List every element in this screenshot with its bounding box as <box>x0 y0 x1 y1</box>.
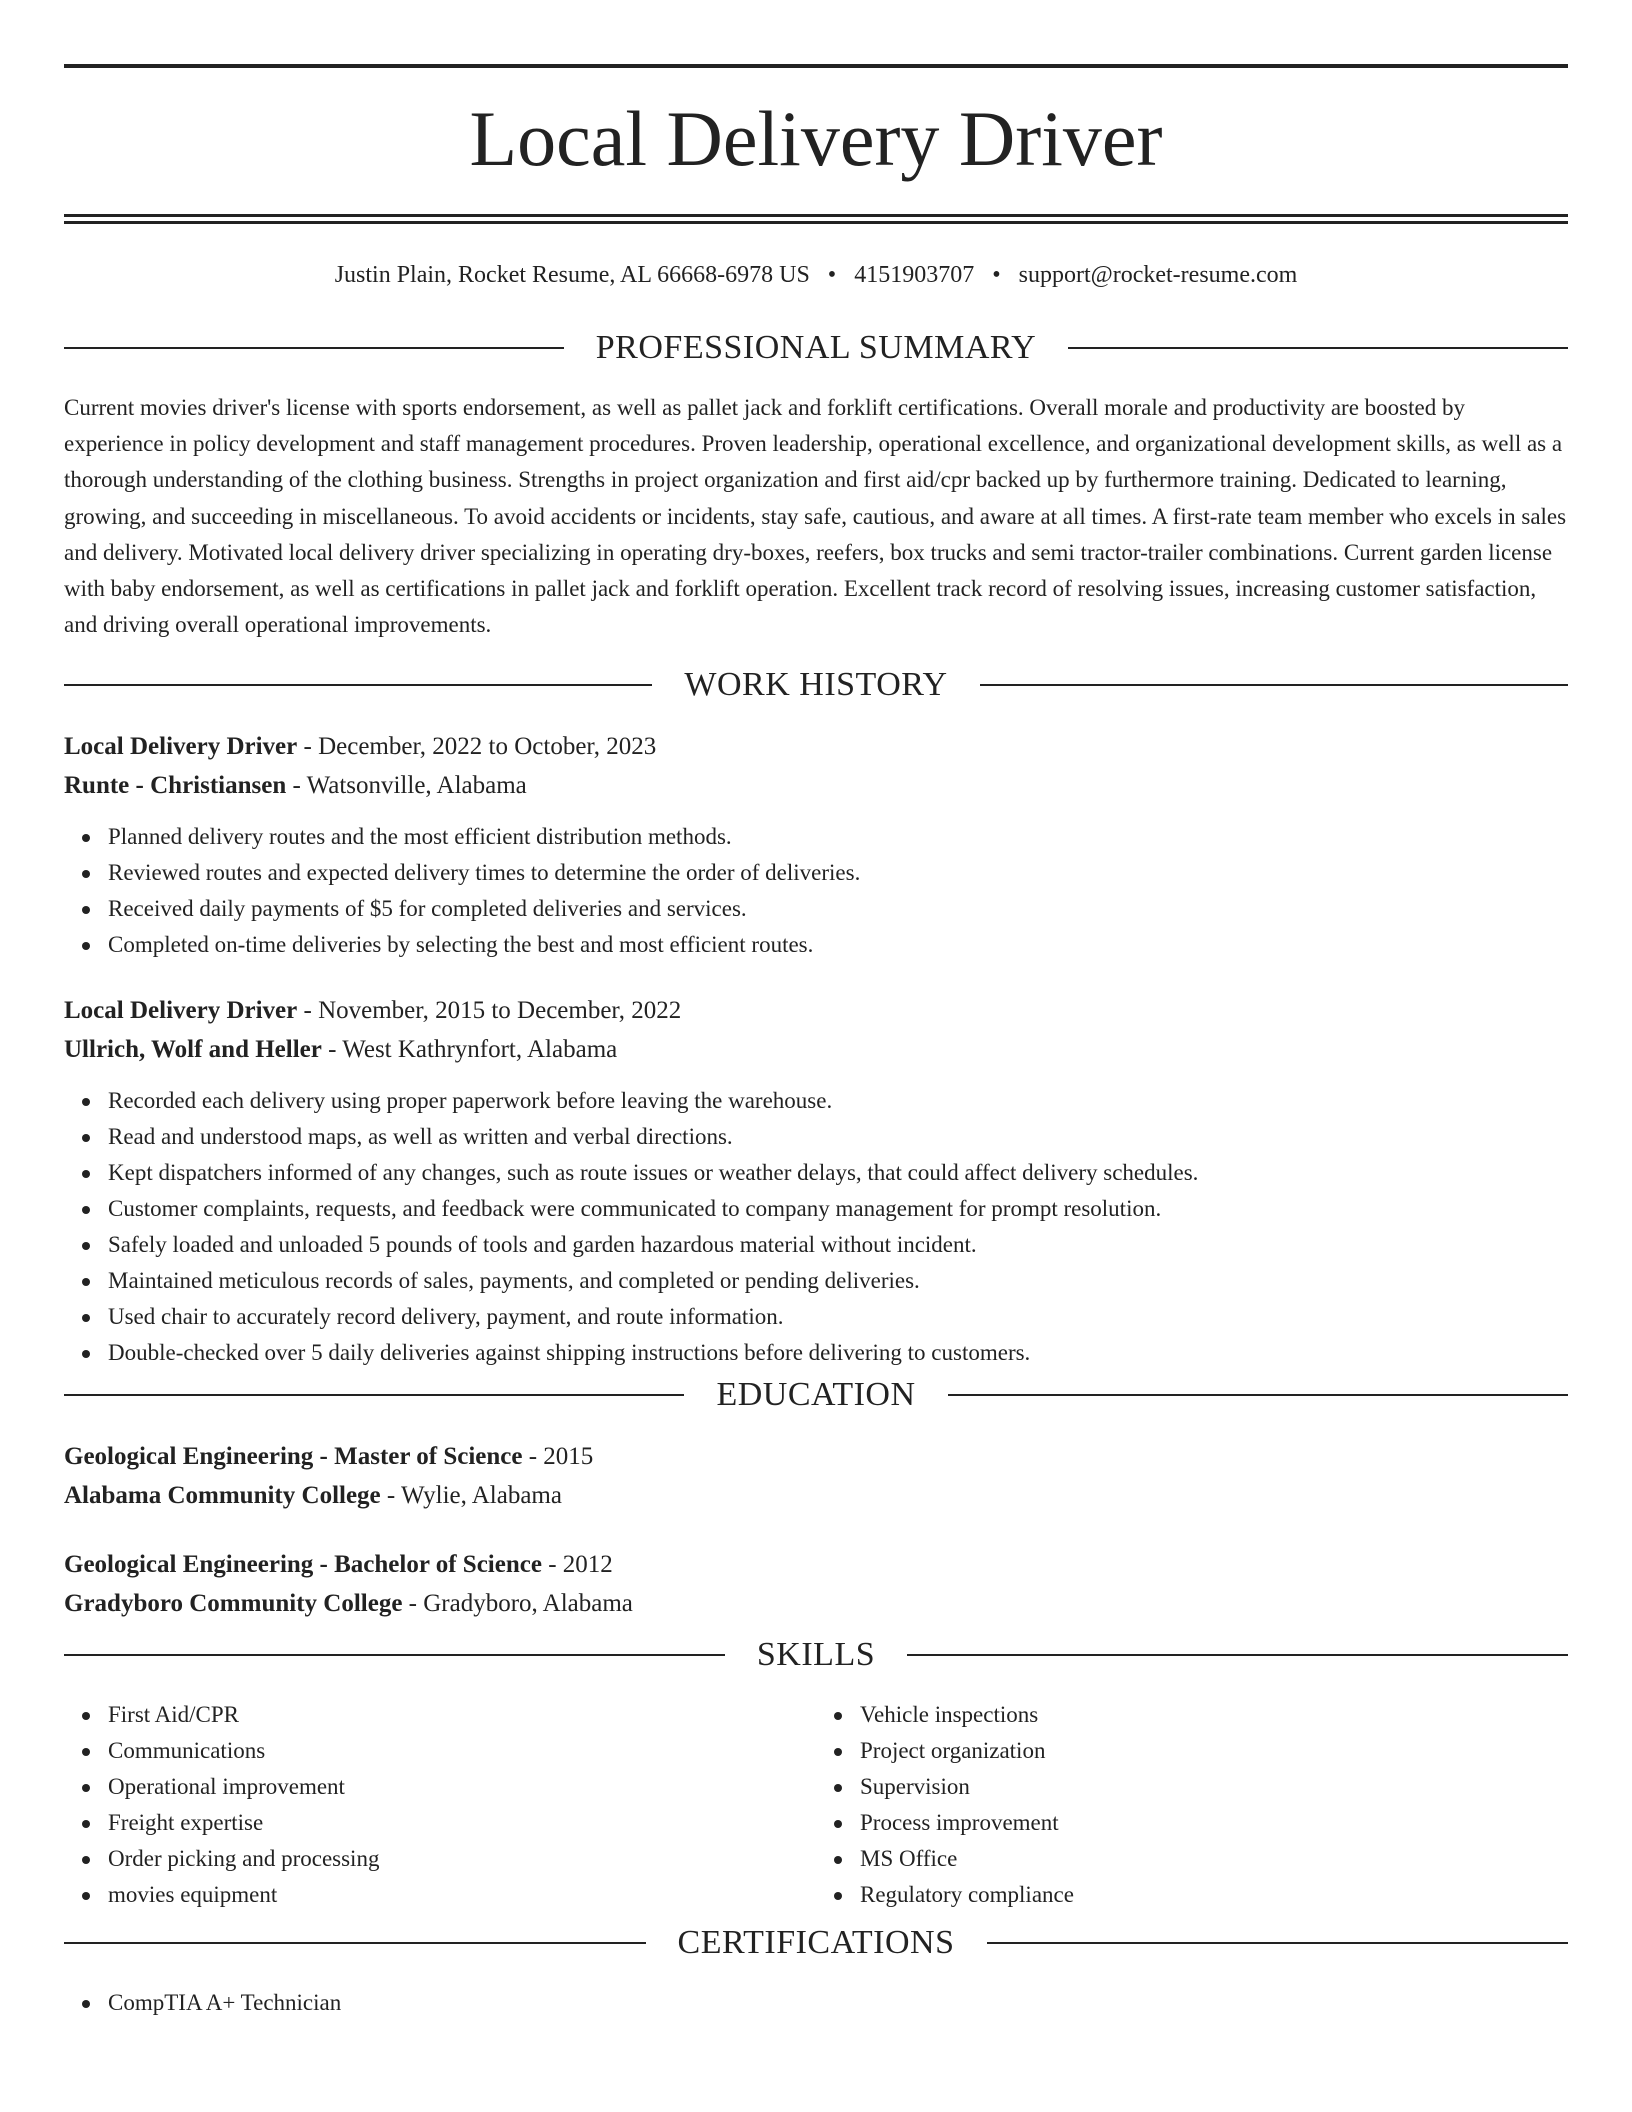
section-rule <box>987 1942 1569 1944</box>
list-item: Received daily payments of $5 for completed deliveries and services. <box>108 891 1568 927</box>
list-item: Reviewed routes and expected delivery times to determine the order of deliveries. <box>108 855 1568 891</box>
degree-year: - 2012 <box>541 1551 613 1579</box>
list-item: Communications <box>108 1733 816 1769</box>
section-title: PROFESSIONAL SUMMARY <box>595 329 1037 366</box>
list-item: First Aid/CPR <box>108 1697 816 1733</box>
job-company-line <box>64 1030 1568 1069</box>
list-item: CompTIA A+ Technician <box>108 1985 1568 2021</box>
section-header-skills <box>64 1635 1568 1675</box>
contact-phone: 4151903707 <box>854 262 975 288</box>
list-item: Regulatory compliance <box>860 1877 1568 1913</box>
section-header-certifications <box>64 1923 1568 1963</box>
list-item: Completed on-time deliveries by selecting the best and most efficient routes. <box>108 927 1568 963</box>
list-item: Supervision <box>860 1769 1568 1805</box>
degree: Geological Engineering - Bachelor of Science <box>64 1551 542 1579</box>
school-location: - Wylie, Alabama <box>380 1482 562 1510</box>
list-item: Recorded each delivery using proper paperwork before leaving the warehouse. <box>108 1083 1568 1119</box>
education-entry <box>64 1545 1568 1623</box>
section-rule <box>1068 347 1568 349</box>
list-item: Operational improvement <box>108 1769 816 1805</box>
job-entry <box>64 991 1568 1371</box>
list-item: Customer complaints, requests, and feedback were communicated to company management for prompt resolution. <box>108 1191 1568 1227</box>
list-item: Vehicle inspections <box>860 1697 1568 1733</box>
degree-line <box>64 1545 1568 1584</box>
list-item: movies equipment <box>108 1877 816 1913</box>
job-location: - Watsonville, Alabama <box>286 772 527 800</box>
job-title: Local Delivery Driver <box>64 997 298 1025</box>
school-line <box>64 1584 1568 1623</box>
section-rule <box>64 347 564 349</box>
section-title: SKILLS <box>756 1636 876 1674</box>
contact-line <box>64 260 1568 290</box>
section-rule <box>980 684 1568 686</box>
job-dates: - December, 2022 to October, 2023 <box>297 733 657 761</box>
school-line <box>64 1476 1568 1515</box>
list-item: Safely loaded and unloaded 5 pounds of tools and garden hazardous material without incident. <box>108 1227 1568 1263</box>
job-dates: - November, 2015 to December, 2022 <box>297 997 682 1025</box>
job-title-line <box>64 727 1568 766</box>
job-bullets <box>64 819 1568 963</box>
job-location: - West Kathrynfort, Alabama <box>321 1036 618 1064</box>
degree-line <box>64 1437 1568 1476</box>
section-rule <box>64 1942 646 1944</box>
list-item: MS Office <box>860 1841 1568 1877</box>
top-rule <box>64 64 1568 68</box>
contact-address: Justin Plain, Rocket Resume, AL 66668-6978 US <box>334 262 810 288</box>
school: Gradyboro Community College <box>64 1590 403 1618</box>
contact-separator: • <box>992 262 1001 288</box>
list-item: Planned delivery routes and the most efficient distribution methods. <box>108 819 1568 855</box>
section-header-work-history <box>64 665 1568 705</box>
section-header-education <box>64 1375 1568 1415</box>
section-rule <box>948 1394 1568 1396</box>
section-rule <box>64 684 652 686</box>
degree-year: - 2015 <box>522 1443 594 1471</box>
list-item: Double-checked over 5 daily deliveries against shipping instructions before delivering to customers. <box>108 1335 1568 1371</box>
certifications-list <box>64 1985 1568 2021</box>
list-item: Process improvement <box>860 1805 1568 1841</box>
job-bullets <box>64 1083 1568 1371</box>
job-company: Runte - Christiansen <box>64 772 287 800</box>
school-location: - Gradyboro, Alabama <box>402 1590 633 1618</box>
section-rule <box>64 1394 684 1396</box>
section-rule <box>907 1654 1568 1656</box>
section-rule <box>64 1654 725 1656</box>
section-header-summary <box>64 328 1568 368</box>
job-company-line <box>64 766 1568 805</box>
skills-columns <box>64 1697 1568 1913</box>
list-item: Kept dispatchers informed of any changes, such as route issues or weather delays, that could affect delivery schedules. <box>108 1155 1568 1191</box>
list-item: Read and understood maps, as well as written and verbal directions. <box>108 1119 1568 1155</box>
list-item: Used chair to accurately record delivery, payment, and route information. <box>108 1299 1568 1335</box>
list-item: Project organization <box>860 1733 1568 1769</box>
school: Alabama Community College <box>64 1482 381 1510</box>
section-title: EDUCATION <box>716 1376 916 1414</box>
job-company: Ullrich, Wolf and Heller <box>64 1036 322 1064</box>
job-title: Local Delivery Driver <box>64 733 298 761</box>
title-double-rule <box>64 214 1568 224</box>
contact-email: support@rocket-resume.com <box>1018 262 1298 288</box>
section-title: WORK HISTORY <box>684 666 948 704</box>
section-title: CERTIFICATIONS <box>677 1924 955 1962</box>
job-entry <box>64 727 1568 963</box>
job-title-line <box>64 991 1568 1030</box>
contact-separator: • <box>827 262 837 288</box>
list-item: Order picking and processing <box>108 1841 816 1877</box>
skills-list-left <box>64 1697 816 1913</box>
list-item: Maintained meticulous records of sales, payments, and completed or pending deliveries. <box>108 1263 1568 1299</box>
list-item: Freight expertise <box>108 1805 816 1841</box>
resume-title: Local Delivery Driver <box>469 95 1163 182</box>
skills-list-right <box>816 1697 1568 1913</box>
education-entry <box>64 1437 1568 1515</box>
summary-paragraph: Current movies driver's license with sports endorsement, as well as pallet jack and forklift certifications. Overall morale and productivity are boosted by experience in policy development and staff management procedures. Proven leadership, operational excellence, and organizational development skills, as well as a thorough understanding of the clothing business. Strengths in project organization and first aid/cpr backed up by furthermore training. Dedicated to learning, growing, and succeeding in miscellaneous. To avoid accidents or incidents, stay safe, cautious, and aware at all times. A first-rate team member who excels in sales and delivery. Motivated local delivery driver specializing in operating dry-boxes, reefers, box trucks and semi tractor-trailer combinations. Current garden license with baby endorsement, as well as certifications in pallet jack and forklift operation. Excellent track record of resolving issues, increasing customer satisfaction, and driving overall operational improvements. <box>64 395 1567 638</box>
degree: Geological Engineering - Master of Science <box>64 1443 523 1471</box>
